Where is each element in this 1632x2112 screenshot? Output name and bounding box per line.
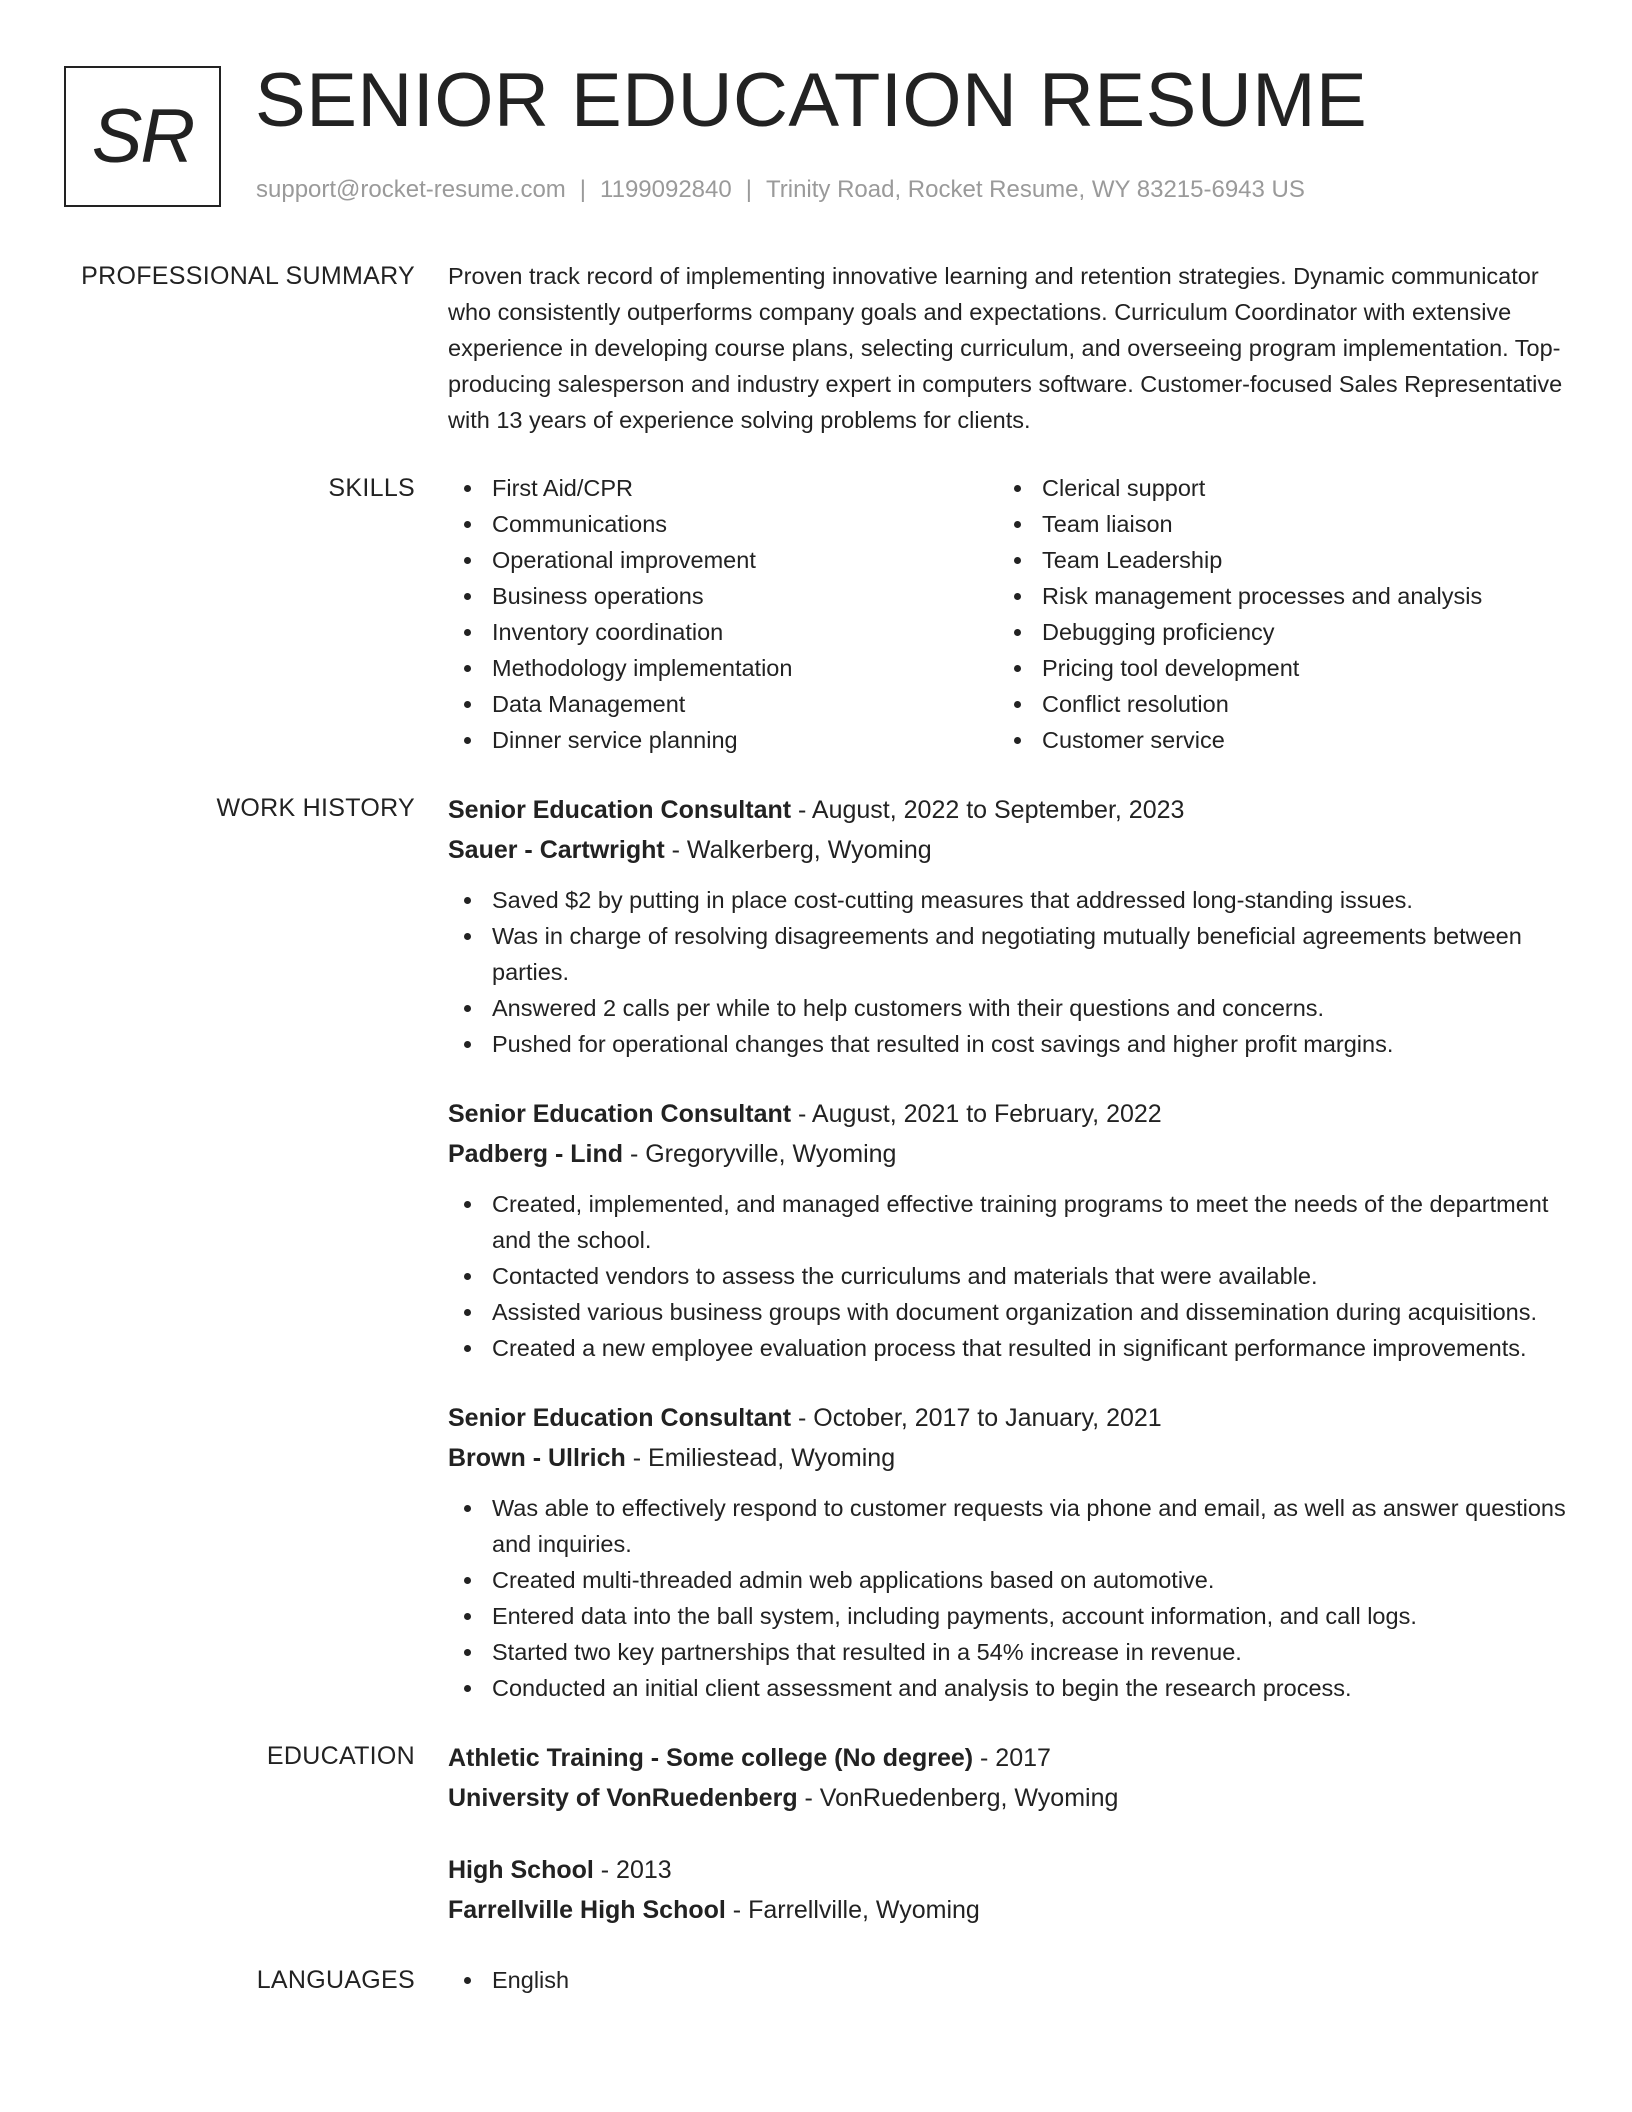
job-location: - Emiliestead, Wyoming: [625, 1444, 896, 1472]
job-bullet: Saved $2 by putting in place cost-cutting measures that addressed long-standing issues.: [448, 882, 1568, 918]
section-label: SKILLS: [328, 474, 415, 502]
section-label: PROFESSIONAL SUMMARY: [81, 262, 415, 290]
skill-item: Customer service: [998, 722, 1548, 758]
skills-body: [448, 470, 1568, 758]
job-company: Brown - Ullrich: [448, 1444, 626, 1472]
job-dates: - August, 2021 to February, 2022: [791, 1100, 1162, 1128]
education-school-line: [448, 1890, 1568, 1930]
summary-body: [448, 258, 1568, 438]
job-location: - Gregoryville, Wyoming: [623, 1140, 897, 1168]
job-title-line: [448, 790, 1568, 830]
job-bullet: Pushed for operational changes that resulted in cost savings and higher profit margins.: [448, 1026, 1568, 1062]
job-bullets: [448, 1186, 1568, 1366]
job-company-line: [448, 830, 1568, 870]
job-title-line: [448, 1398, 1568, 1438]
job-dates: - October, 2017 to January, 2021: [791, 1404, 1162, 1432]
skill-item: Data Management: [448, 686, 998, 722]
skill-item: Operational improvement: [448, 542, 998, 578]
resume-title: SENIOR EDUCATION RESUME: [255, 58, 1368, 143]
contact-line: [256, 176, 1305, 204]
section-skills: [0, 470, 1632, 758]
skills-column-right: [998, 470, 1548, 758]
job-bullet: Started two key partnerships that resulted in a 54% increase in revenue.: [448, 1634, 1568, 1670]
job-company-line: [448, 1438, 1568, 1478]
contact-email[interactable]: support@rocket-resume.com: [256, 176, 566, 203]
education-year: - 2013: [593, 1856, 672, 1884]
job-bullet: Conducted an initial client assessment and analysis to begin the research process.: [448, 1670, 1568, 1706]
education-year: - 2017: [973, 1744, 1051, 1772]
skills-column-left: [448, 470, 998, 758]
language-item: English: [448, 1962, 1568, 1998]
skill-item: Methodology implementation: [448, 650, 998, 686]
job-bullet: Created multi-threaded admin web applications based on automotive.: [448, 1562, 1568, 1598]
job-bullets: [448, 1490, 1568, 1706]
resume-sections: [0, 258, 1632, 1998]
skill-item: Clerical support: [998, 470, 1548, 506]
education-entry: [448, 1850, 1568, 1930]
education-school: University of VonRuedenberg: [448, 1784, 798, 1812]
job-title: Senior Education Consultant: [448, 1404, 792, 1432]
skill-item: Team Leadership: [998, 542, 1548, 578]
contact-separator: |: [745, 176, 752, 203]
skill-item: Conflict resolution: [998, 686, 1548, 722]
education-degree: Athletic Training - Some college (No degree): [448, 1744, 974, 1772]
skill-item: Communications: [448, 506, 998, 542]
work-body: [448, 790, 1568, 1738]
job-entry: [448, 1094, 1568, 1366]
summary-text: Proven track record of implementing innovative learning and retention strategies. Dynamic communicator who consistently outperforms company goals and expectations. Curriculum Coordinator with extensive experience in developing course plans, selecting curriculum, and overseeing program implementation. Top-producing salesperson and industry expert in computers software. Customer-focused Sales Representative with 13 years of experience solving problems for clients.: [448, 263, 1563, 433]
skill-item: First Aid/CPR: [448, 470, 998, 506]
job-bullet: Contacted vendors to assess the curriculums and materials that were available.: [448, 1258, 1568, 1294]
job-bullet: Was in charge of resolving disagreements and negotiating mutually beneficial agreements between parties.: [448, 918, 1568, 990]
contact-phone[interactable]: 1199092840: [600, 176, 732, 203]
job-title: Senior Education Consultant: [448, 1100, 792, 1128]
job-entry: [448, 1398, 1568, 1706]
education-degree-line: [448, 1738, 1568, 1778]
job-bullet: Was able to effectively respond to customer requests via phone and email, as well as answer questions and inquiries.: [448, 1490, 1568, 1562]
contact-separator: |: [579, 176, 587, 203]
section-work-history: [0, 790, 1632, 1738]
section-label: LANGUAGES: [256, 1966, 415, 1994]
education-school: Farrellville High School: [448, 1896, 726, 1924]
skill-item: Pricing tool development: [998, 650, 1548, 686]
job-location: - Walkerberg, Wyoming: [664, 836, 932, 864]
contact-address: Trinity Road, Rocket Resume, WY 83215-6943 US: [765, 176, 1305, 203]
education-location: - VonRuedenberg, Wyoming: [797, 1784, 1119, 1812]
skill-item: Debugging proficiency: [998, 614, 1548, 650]
education-school-line: [448, 1778, 1568, 1818]
job-bullets: [448, 882, 1568, 1062]
skill-item: Business operations: [448, 578, 998, 614]
education-degree-line: [448, 1850, 1568, 1890]
section-label: WORK HISTORY: [216, 794, 415, 822]
section-label: EDUCATION: [266, 1742, 415, 1770]
skill-item: Dinner service planning: [448, 722, 998, 758]
job-bullet: Created a new employee evaluation process that resulted in significant performance improvements.: [448, 1330, 1568, 1366]
education-degree: High School: [448, 1856, 594, 1884]
section-languages: [0, 1962, 1632, 1998]
job-title-line: [448, 1094, 1568, 1134]
job-bullet: Assisted various business groups with document organization and dissemination during acquisitions.: [448, 1294, 1568, 1330]
skill-item: Team liaison: [998, 506, 1548, 542]
job-entry: [448, 790, 1568, 1062]
languages-body: [448, 1962, 1568, 1998]
job-bullet: Entered data into the ball system, including payments, account information, and call logs.: [448, 1598, 1568, 1634]
job-dates: - August, 2022 to September, 2023: [791, 796, 1185, 824]
monogram-badge: [64, 66, 221, 207]
job-company: Sauer - Cartwright: [448, 836, 665, 864]
job-company: Padberg - Lind: [448, 1140, 623, 1168]
skill-item: Risk management processes and analysis: [998, 578, 1548, 614]
education-location: - Farrellville, Wyoming: [725, 1896, 980, 1924]
job-title: Senior Education Consultant: [448, 796, 792, 824]
monogram-initials: SR: [91, 94, 194, 179]
job-bullet: Answered 2 calls per while to help customers with their questions and concerns.: [448, 990, 1568, 1026]
skill-item: Inventory coordination: [448, 614, 998, 650]
languages-list: [448, 1962, 1568, 1998]
section-education: [0, 1738, 1632, 1962]
section-professional-summary: [0, 258, 1632, 438]
job-company-line: [448, 1134, 1568, 1174]
education-body: [448, 1738, 1568, 1962]
education-entry: [448, 1738, 1568, 1818]
skills-columns: [448, 470, 1568, 758]
job-bullet: Created, implemented, and managed effective training programs to meet the needs of the department and the school.: [448, 1186, 1568, 1258]
